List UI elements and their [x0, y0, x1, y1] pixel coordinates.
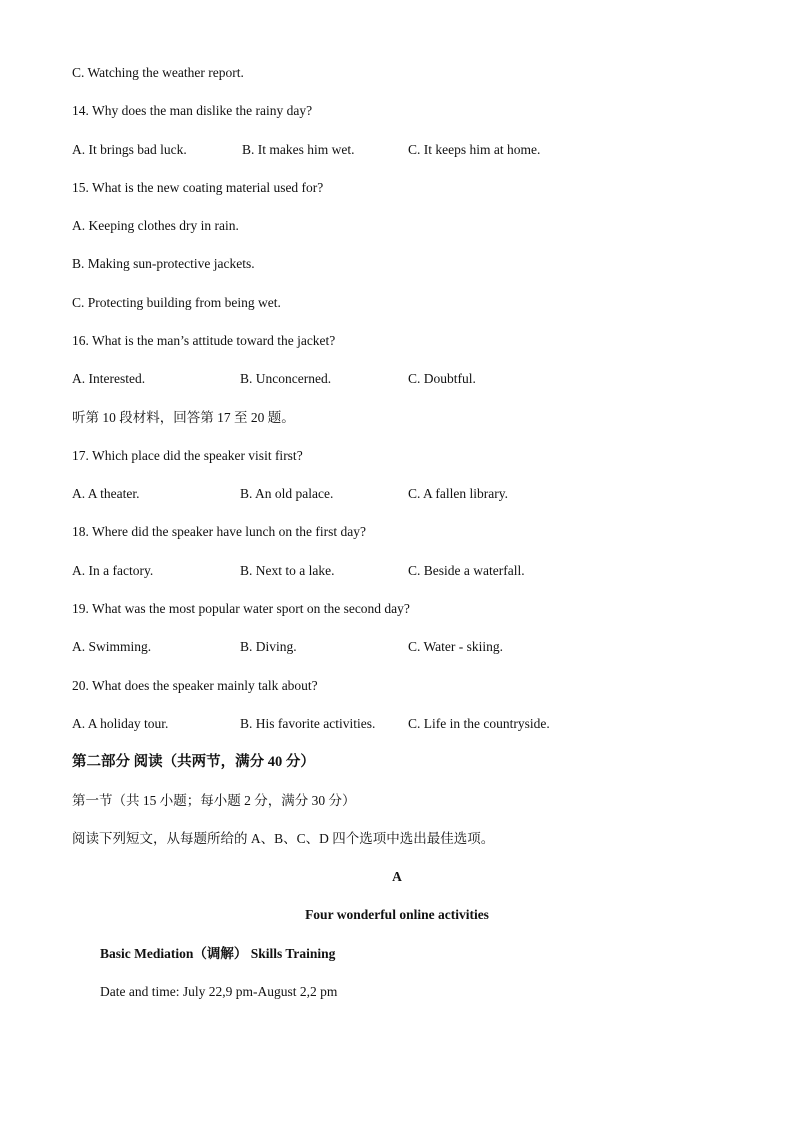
q18-option-a: A. In a factory.: [72, 563, 154, 578]
q15-option-c: C. Protecting building from being wet.: [72, 295, 281, 310]
q14-option-c: C. It keeps him at home.: [408, 142, 541, 157]
q16-option-c: C. Doubtful.: [408, 371, 476, 386]
q20-option-a: A. A holiday tour.: [72, 716, 169, 731]
q18-option-c: C. Beside a waterfall.: [408, 563, 525, 578]
q18-option-b: B. Next to a lake.: [240, 563, 335, 578]
q17-option-a: A. A theater.: [72, 486, 140, 501]
q19-option-b: B. Diving.: [240, 639, 297, 654]
q16-option-b: B. Unconcerned.: [240, 371, 332, 386]
q15-option-a: A. Keeping clothes dry in rain.: [72, 218, 239, 233]
q17-option-b: B. An old palace.: [240, 486, 334, 501]
activity-1-title: Basic Mediation（调解） Skills Training: [100, 946, 336, 961]
q20-option-c: C. Life in the countryside.: [408, 716, 550, 731]
question-20: 20. What does the speaker mainly talk about?: [72, 678, 318, 693]
question-17: 17. Which place did the speaker visit first?: [72, 448, 303, 463]
reading-instruction: 阅读下列短文，从每题所给的 A、B、C、D 四个选项中选出最佳选项。: [72, 831, 495, 846]
passage-title: Four wonderful online activities: [305, 907, 489, 922]
q19-option-a: A. Swimming.: [72, 639, 152, 654]
section-one-heading: 第一节（共 15 小题；每小题 2 分，满分 30 分）: [72, 793, 356, 808]
part-two-heading: 第二部分 阅读（共两节，满分 40 分）: [72, 754, 315, 770]
q16-option-a: A. Interested.: [72, 371, 146, 386]
question-16: 16. What is the man’s attitude toward the jacket?: [72, 333, 336, 348]
question-15: 15. What is the new coating material used for?: [72, 180, 324, 195]
activity-1-date: Date and time: July 22,9 pm-August 2,2 pm: [100, 984, 338, 999]
question-18: 18. Where did the speaker have lunch on the first day?: [72, 524, 367, 539]
question-14: 14. Why does the man dislike the rainy day?: [72, 103, 313, 118]
passage-letter: A: [392, 869, 402, 884]
q20-option-b: B. His favorite activities.: [240, 716, 376, 731]
q13-option-c: C. Watching the weather report.: [72, 65, 244, 80]
q14-option-b: B. It makes him wet.: [242, 142, 355, 157]
q17-option-c: C. A fallen library.: [408, 486, 508, 501]
q14-option-a: A. It brings bad luck.: [72, 142, 187, 157]
q15-option-b: B. Making sun-protective jackets.: [72, 256, 255, 271]
listening-instruction-10: 听第 10 段材料，回答第 17 至 20 题。: [72, 410, 295, 425]
question-19: 19. What was the most popular water sport on the second day?: [72, 601, 410, 616]
q19-option-c: C. Water - skiing.: [408, 639, 504, 654]
